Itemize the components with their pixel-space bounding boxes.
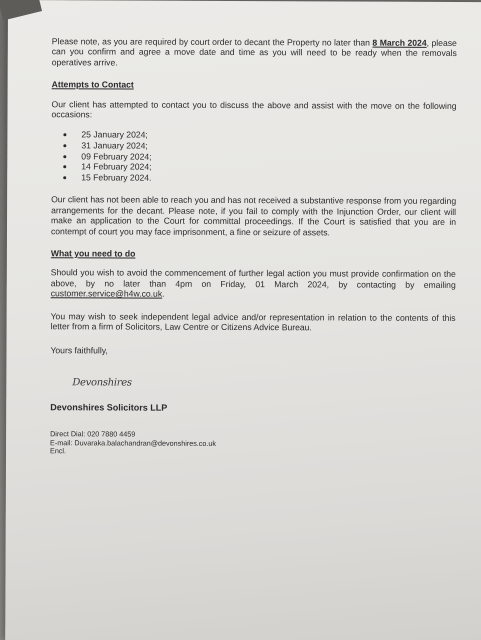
list-item: 14 February 2024; bbox=[51, 161, 456, 173]
customer-service-email-link[interactable]: customer.service@h4w.co.uk bbox=[50, 288, 163, 299]
page-corner-shadow bbox=[0, 0, 42, 20]
letter-body bbox=[50, 36, 457, 458]
decant-paragraph bbox=[52, 36, 457, 69]
list-item: 15 February 2024. bbox=[51, 172, 456, 184]
letter-page bbox=[5, 0, 481, 640]
decant-deadline: 8 March 2024 bbox=[372, 37, 427, 48]
direct-dial: Direct Dial: 020 7880 4459 bbox=[50, 429, 136, 439]
action-paragraph bbox=[51, 268, 456, 301]
no-response-paragraph: Our client has not been able to reach you and has not received a substantive response from you regarding arrangements for the decant. Please note, if you fail to comply with the Injunction Order, our client will make an application to the Court for committal proceedings. If the Court is satisfied that you are in contempt of court you may face imprisonment, a fine or seizure of assets. bbox=[50, 194, 457, 238]
enclosure-note: Encl. bbox=[50, 446, 67, 456]
handwritten-signature: Devonshires bbox=[72, 377, 132, 389]
decant-text-end: , please can you confirm and agree a move date and time as you will need to be ready when the removals operatives arrive. bbox=[51, 37, 457, 68]
decant-text-start: Please note, as you are required by court order to decant the Property no later than bbox=[51, 36, 373, 48]
list-item: 25 January 2024; bbox=[51, 130, 456, 142]
legal-advice-paragraph: You may wish to seek independent legal advice and/or representation in relation to the contents of this letter from a firm of Solicitors, Law Centre or Citizens Advice Bureau. bbox=[50, 310, 456, 333]
contact-email: E-mail: Duvaraka.balachandran@devonshires.co.uk bbox=[50, 438, 216, 448]
contact-dates-list bbox=[51, 130, 456, 185]
heading-attempts-to-contact: Attempts to Contact bbox=[51, 79, 134, 90]
contact-details bbox=[50, 430, 455, 458]
attempts-paragraph: Our client has attempted to contact you to discuss the above and assist with the move on the following occasions: bbox=[51, 98, 457, 120]
heading-what-you-need-to-do: What you need to do bbox=[50, 248, 136, 259]
firm-name: Devonshires Solicitors LLP bbox=[50, 402, 168, 413]
sign-off: Yours faithfully, bbox=[50, 345, 108, 356]
action-text-start: Should you wish to avoid the commencement of further legal action you must provide confirmation on the above, by no later than 4pm on Friday, 01 March 2024, by contacting by emailing bbox=[50, 267, 456, 290]
list-item: 09 February 2024; bbox=[51, 151, 456, 163]
action-text-end: . bbox=[162, 288, 165, 299]
list-item: 31 January 2024; bbox=[51, 140, 456, 152]
